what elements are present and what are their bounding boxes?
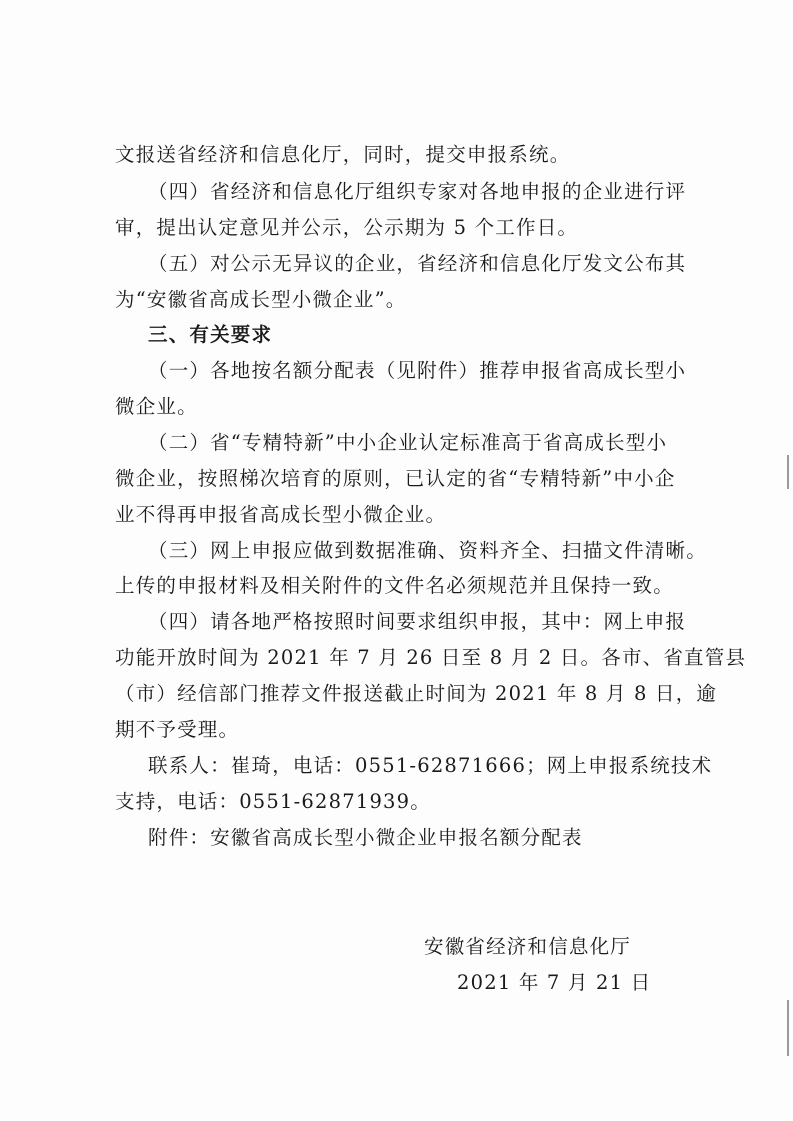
- text-line: （市）经信部门推荐文件报送截止时间为 2021 年 8 月 8 日，逾: [115, 682, 718, 705]
- text-line: 文报送省经济和信息化厅，同时，提交申报系统。: [115, 143, 571, 166]
- text-line: （四）省经济和信息化厅组织专家对各地申报的企业进行评: [148, 180, 687, 203]
- text-line: 功能开放时间为 2021 年 7 月 26 日至 8 月 2 日。各市、省直管县: [115, 646, 747, 669]
- text-line: 联系人：崔琦，电话：0551-62871666；网上申报系统技术: [148, 754, 713, 777]
- text-line: 支持，电话：0551-62871939。: [115, 790, 431, 813]
- text-line: 微企业。: [115, 395, 198, 418]
- text-line: 微企业，按照梯次培育的原则，已认定的省“专精特新”中小企: [115, 467, 676, 490]
- text-line: （四）请各地严格按照时间要求组织申报，其中：网上申报: [148, 610, 687, 633]
- section-heading: 三、有关要求: [148, 323, 273, 346]
- scan-edge-mark: [787, 455, 789, 489]
- text-line: 期不予受理。: [115, 718, 240, 741]
- text-line: 业不得再申报省高成长型小微企业。: [115, 503, 447, 526]
- signature-date: 2021 年 7 月 21 日: [457, 971, 652, 994]
- text-line: （五）对公示无异议的企业，省经济和信息化厅发文公布其: [148, 252, 687, 275]
- attachment-line: 附件：安徽省高成长型小微企业申报名额分配表: [148, 826, 583, 849]
- text-line: （三）网上申报应做到数据准确、资料齐全、扫描文件清晰。: [148, 539, 707, 562]
- text-line: 审，提出认定意见并公示，公示期为 5 个工作日。: [115, 216, 579, 239]
- text-line: （一）各地按名额分配表（见附件）推荐申报省高成长型小: [148, 359, 687, 382]
- signature-org: 安徽省经济和信息化厅: [424, 935, 632, 958]
- text-line: （二）省“专精特新”中小企业认定标准高于省高成长型小: [148, 431, 668, 454]
- scan-edge-mark: [787, 1000, 789, 1056]
- text-line: 为“安徽省高成长型小微企业”。: [115, 288, 407, 311]
- text-line: 上传的申报材料及相关附件的文件名必须规范并且保持一致。: [115, 574, 674, 597]
